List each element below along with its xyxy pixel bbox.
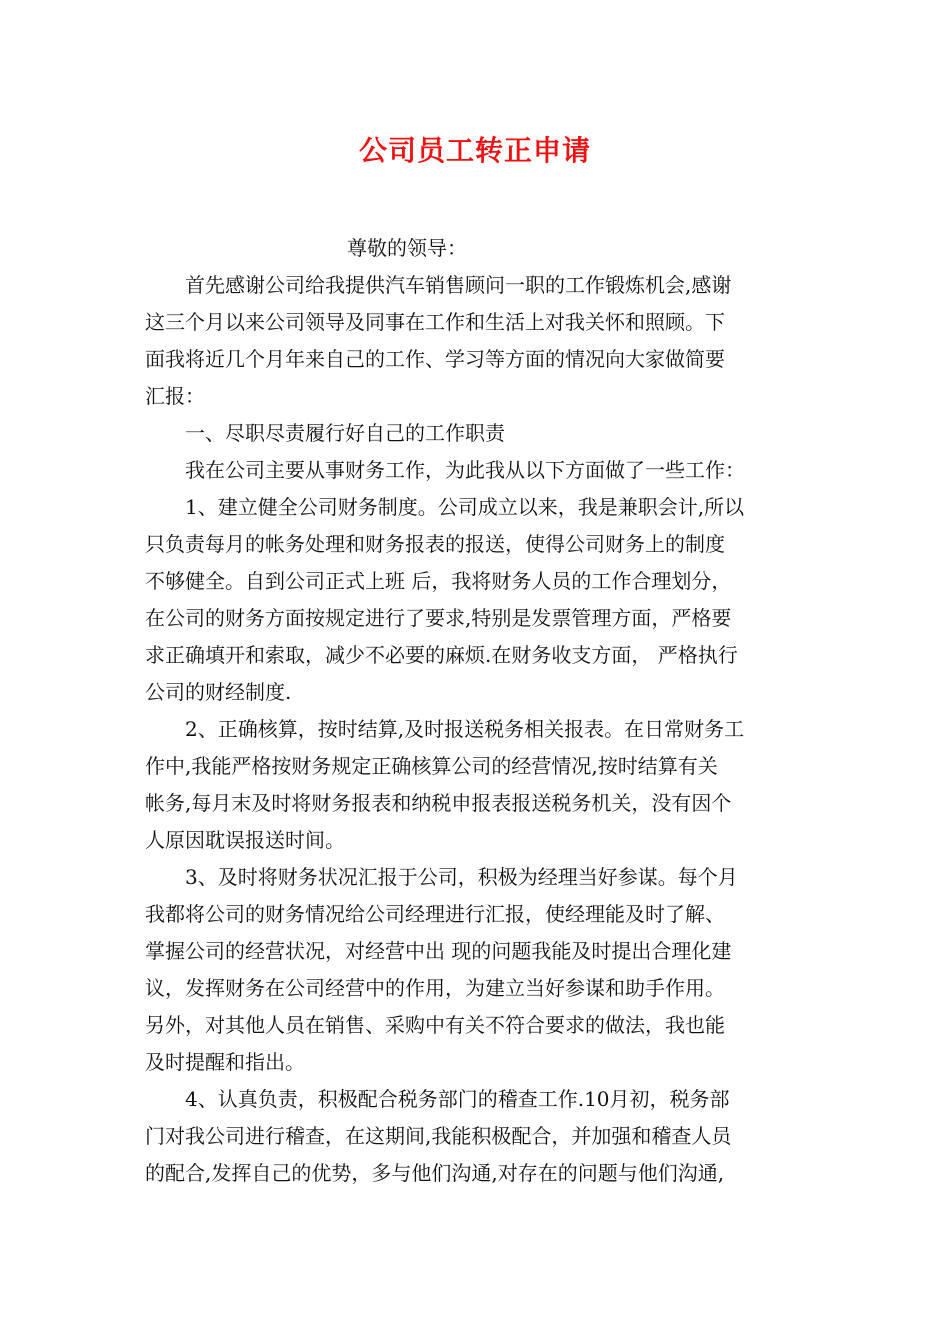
body-line: 面我将近几个月年来自己的工作、学习等方面的情况向大家做简要 [145,347,725,371]
body-line: 4、认真负责，积极配合税务部门的稽查工作.10月初，税务部 [185,1087,730,1111]
body-line: 作中,我能严格按财务规定正确核算公司的经营情况,按时结算有关 [145,754,718,778]
body-line: 掌握公司的经营状况，对经营中出 现的问题我能及时提出合理化建 [145,939,732,963]
body-line: 3、及时将财务状况汇报于公司，积极为经理当好参谋。每个月 [185,865,738,889]
body-line: 这三个月以来公司领导及同事在工作和生活上对我关怀和照顾。下 [145,310,725,334]
document-body [145,230,817,1192]
body-line: 议，发挥财务在公司经营中的作用，为建立当好参谋和助手作用。 [145,976,725,1000]
document-title: 公司员工转正申请 [358,134,591,167]
body-line: 只负责每月的帐务处理和财务报表的报送，使得公司财务上的制度 [145,532,725,556]
body-line: 1、建立健全公司财务制度。公司成立以来，我是兼职会计,所以 [185,495,745,519]
section-heading: 一、尽职尽责履行好自己的工作职责 [185,421,505,445]
body-line: 我在公司主要从事财务工作，为此我从以下方面做了一些工作： [185,458,745,482]
body-line: 的配合,发挥自己的优势，多与他们沟通,对存在的问题与他们沟通, [145,1161,725,1185]
body-line: 另外，对其他人员在销售、采购中有关不符合要求的做法，我也能 [145,1013,725,1037]
salutation: 尊敬的领导： [347,236,467,260]
body-line: 首先感谢公司给我提供汽车销售顾问一职的工作锻炼机会,感谢 [185,273,732,297]
body-line: 帐务,每月末及时将财务报表和纳税申报表报送税务机关，没有因个 [145,791,732,815]
body-line: 不够健全。自到公司正式上班 后，我将财务人员的工作合理划分， [145,569,732,593]
body-line: 汇报： [145,384,205,408]
body-line: 公司的财经制度. [145,680,292,704]
body-line: 2、正确核算，按时结算,及时报送税务相关报表。在日常财务工 [185,717,745,741]
body-line: 及时提醒和指出。 [145,1050,305,1074]
body-line: 人原因耽误报送时间。 [145,828,345,852]
body-line: 我都将公司的财务情况给公司经理进行汇报，使经理能及时了解、 [145,902,725,926]
body-line: 在公司的财务方面按规定进行了要求,特别是发票管理方面，严格要 [145,606,732,630]
body-line: 门对我公司进行稽查，在这期间,我能积极配合，并加强和稽查人员 [145,1124,732,1148]
body-line [145,230,817,267]
body-line: 求正确填开和索取，减少不必要的麻烦.在财务收支方面， 严格执行 [145,643,738,667]
